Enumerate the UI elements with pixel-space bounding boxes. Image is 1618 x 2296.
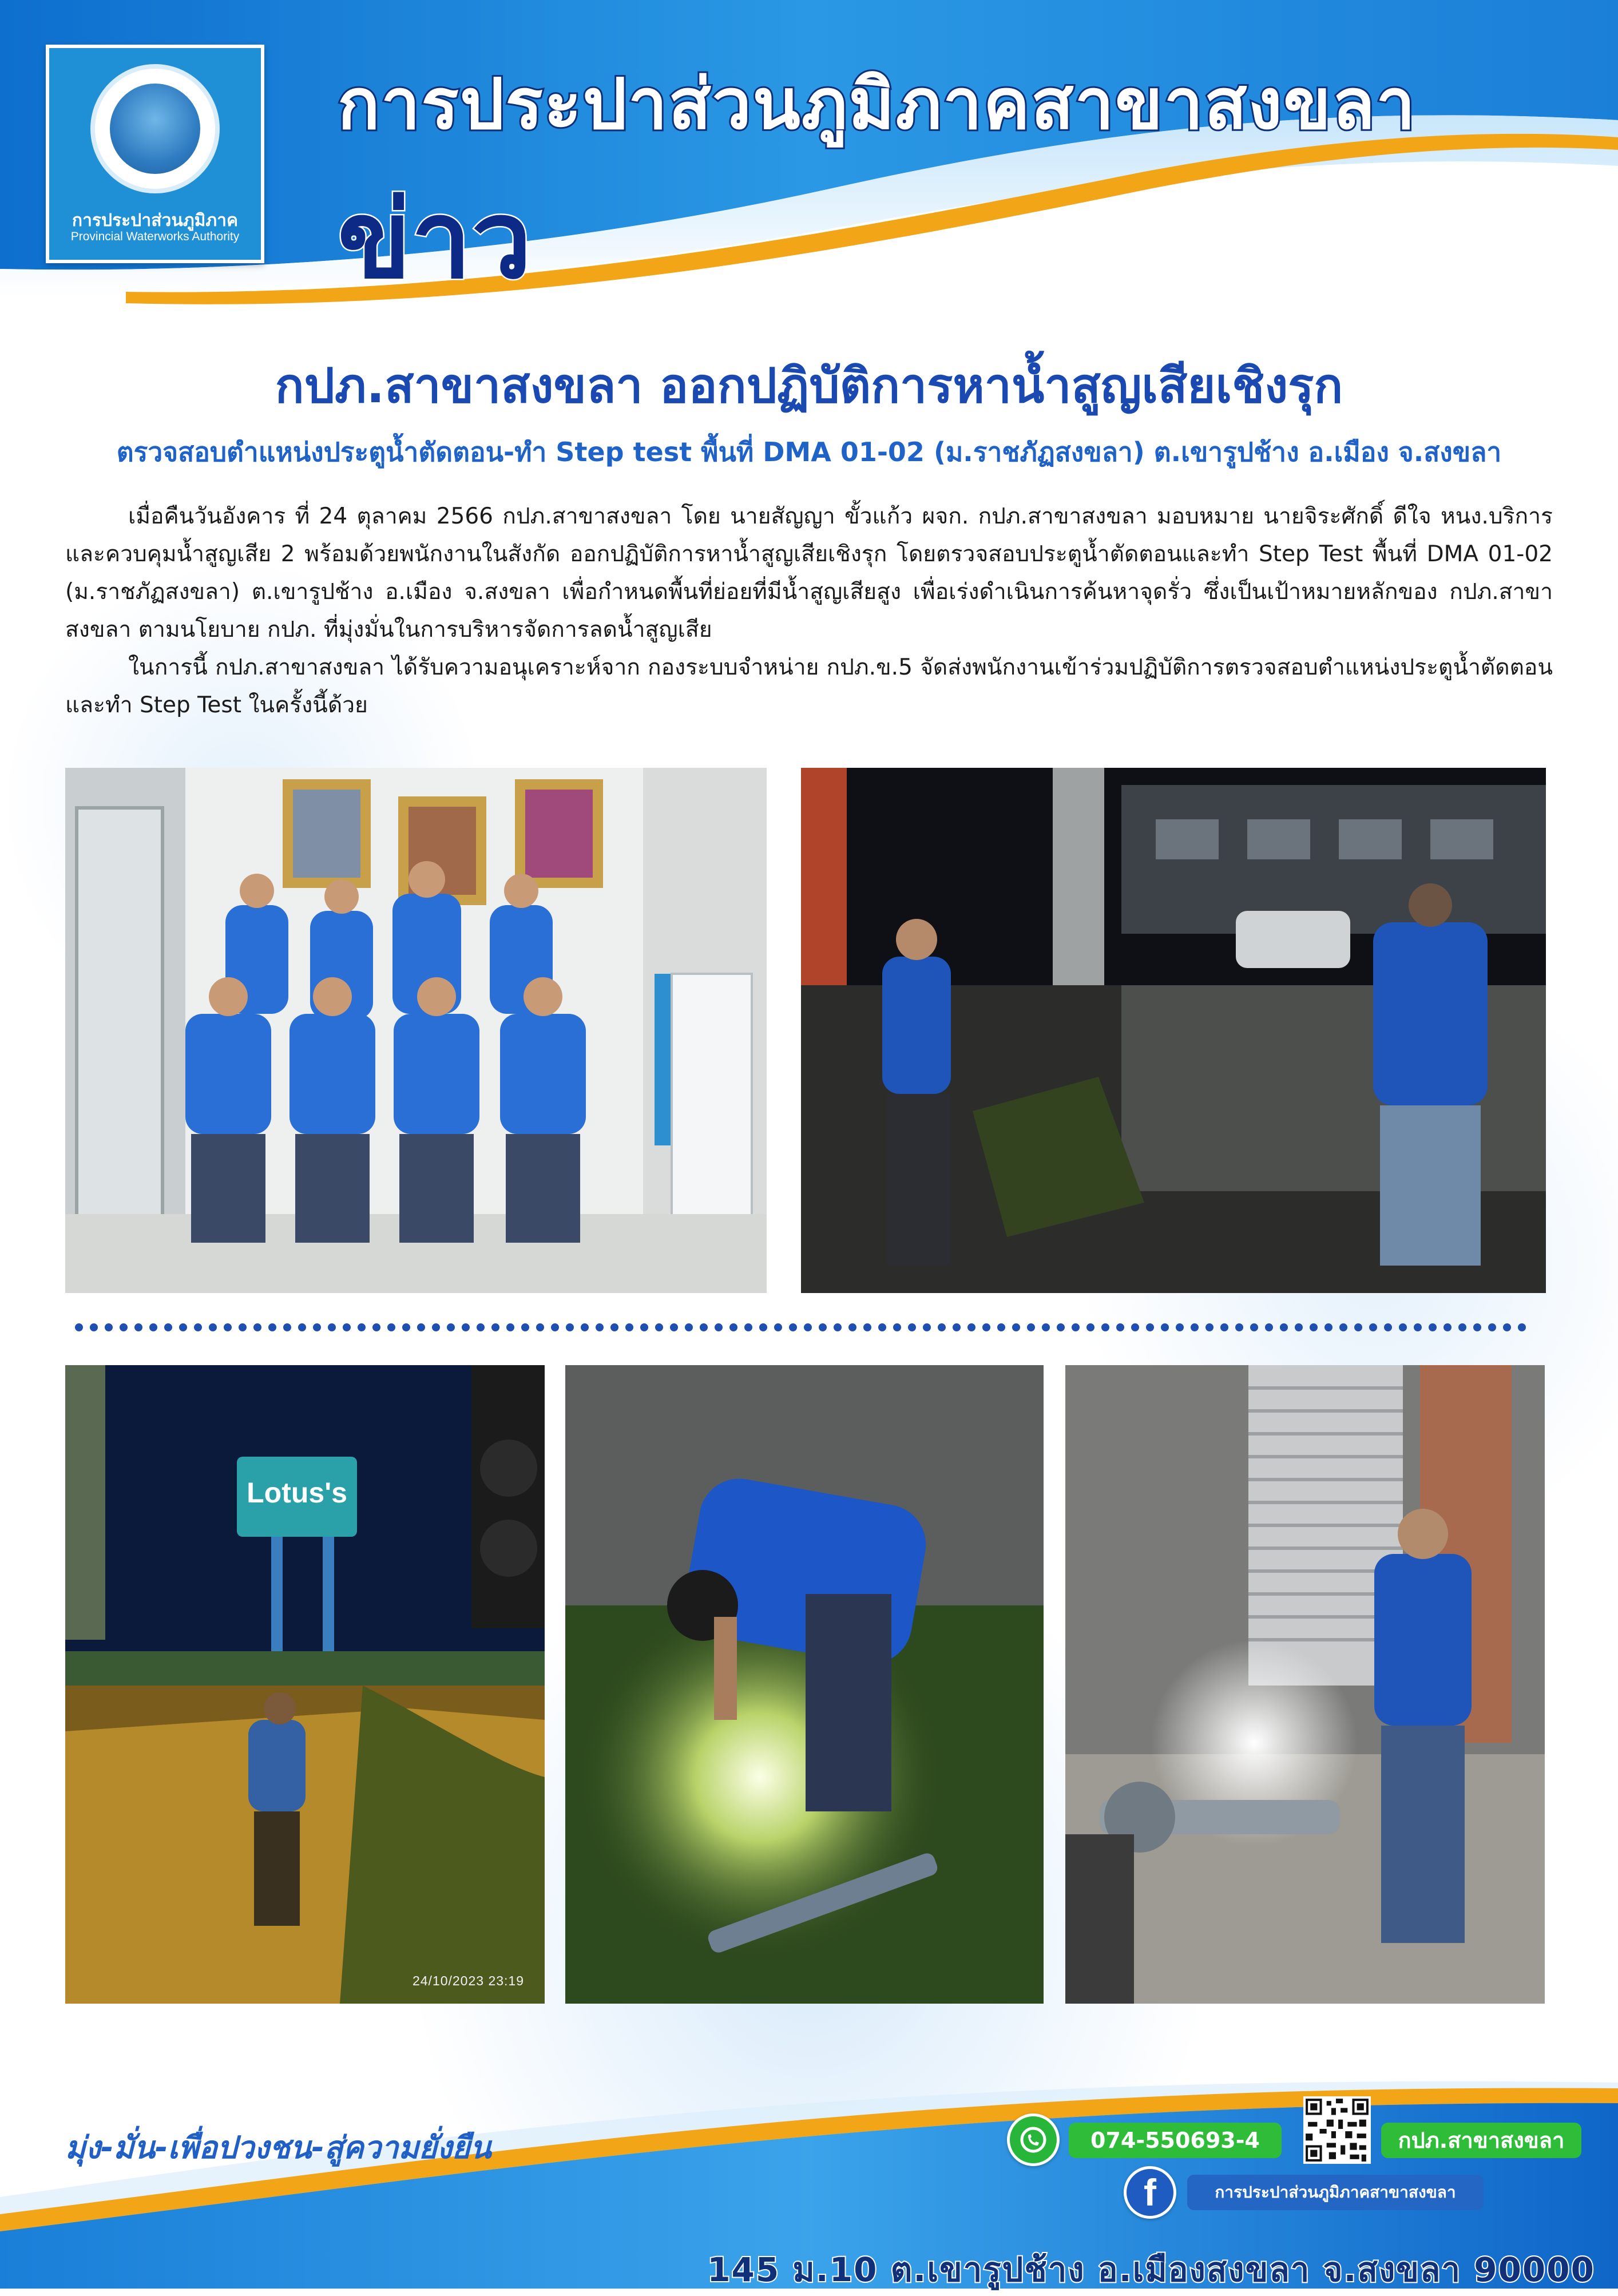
headline: กปภ.สาขาสงขลา ออกปฏิบัติการหาน้ำสูญเสียเชิงรุก [275, 358, 1343, 414]
news-label: ข่าว [338, 177, 532, 303]
photo-timestamp: 24/10/2023 23:19 [412, 1973, 524, 1988]
slogan: มุ่ง-มั่น-เพื่อปวงชน-สู่ความยั่งยืน [65, 2130, 491, 2166]
article-body [65, 498, 1553, 724]
photo-valve-inspection [1065, 1365, 1545, 2004]
address: 145 ม.10 ต.เขารูปช้าง อ.เมืองสงขลา จ.สงขลา 90000 [707, 2250, 1595, 2289]
subheadline: ตรวจสอบตำแหน่งประตูน้ำตัดตอน-ทำ Step test พื้นที่ DMA 01-02 (ม.ราชภัฏสงขลา) ต.เขารูปช้าง อ.เมือง จ.สงขลา [116, 437, 1502, 467]
pwa-logo [46, 45, 264, 263]
org-title: การประปาส่วนภูมิภาคสาขาสงขลา [338, 64, 1417, 145]
logo-text-thai: การประปาส่วนภูมิภาค [72, 211, 239, 230]
qr-code[interactable] [1303, 2096, 1371, 2164]
facebook-page-link[interactable]: การประปาส่วนภูมิภาคสาขาสงขลา [1187, 2175, 1484, 2210]
photo-night-inspection-lotus [65, 1365, 545, 2004]
phone-number[interactable]: 074-550693-4 [1069, 2123, 1282, 2158]
lotus-sign: Lotus's [247, 1477, 347, 1509]
article-paragraph-2: ในการนี้ กปภ.สาขาสงขลา ได้รับความอนุเคราะห์จาก กองระบบจำหน่าย กปภ.ข.5 จัดส่งพนักงานเข้าร่วมปฏิบัติการตรวจสอบตำแหน่งประตูน้ำตัดตอนและทำ Step Test ในครั้งนี้ด้วย [65, 655, 1553, 718]
dotted-divider [74, 1322, 1539, 1333]
photo-team-group [65, 768, 767, 1293]
photo-meter-inspection [565, 1365, 1044, 2004]
logo-text-english: Provincial Waterworks Authority [70, 230, 240, 243]
photo-night-inspection-1 [801, 768, 1546, 1293]
facebook-icon[interactable]: f [1124, 2166, 1176, 2219]
whatsapp-icon[interactable] [1007, 2113, 1060, 2166]
branch-label-badge: กปภ.สาขาสงขลา [1381, 2123, 1581, 2158]
pwa-emblem-icon [90, 64, 220, 193]
article-paragraph-1: เมื่อคืนวันอังคาร ที่ 24 ตุลาคม 2566 กปภ.สาขาสงขลา โดย นายสัญญา ขั้วแก้ว ผจก. กปภ.สาขาสงขลา มอบหมาย นายจิระศักดิ์ ดีใจ หนง.บริการและควบคุมน้ำสูญเสีย 2 พร้อมด้วยพนักงานในสังกัด ออกปฏิบัติการหาน้ำสูญเสียเชิงรุก โดยตรวจสอบประตูน้ำตัดตอนและทำ Step Test พื้นที่ DMA 01-02 (ม.ราชภัฏสงขลา) ต.เขารูปช้าง อ.เมือง จ.สงขลา เพื่อกำหนดพื้นที่ย่อยที่มีน้ำสูญเสียสูง เพื่อเร่งดำเนินการค้นหาจุดรั่ว ซึ่งเป็นเป้าหมายหลักของ กปภ.สาขาสงขลา ตามนโยบาย กปภ. ที่มุ่งมั่นในการบริหารจัดการลดน้ำสูญเสีย [65, 503, 1553, 643]
